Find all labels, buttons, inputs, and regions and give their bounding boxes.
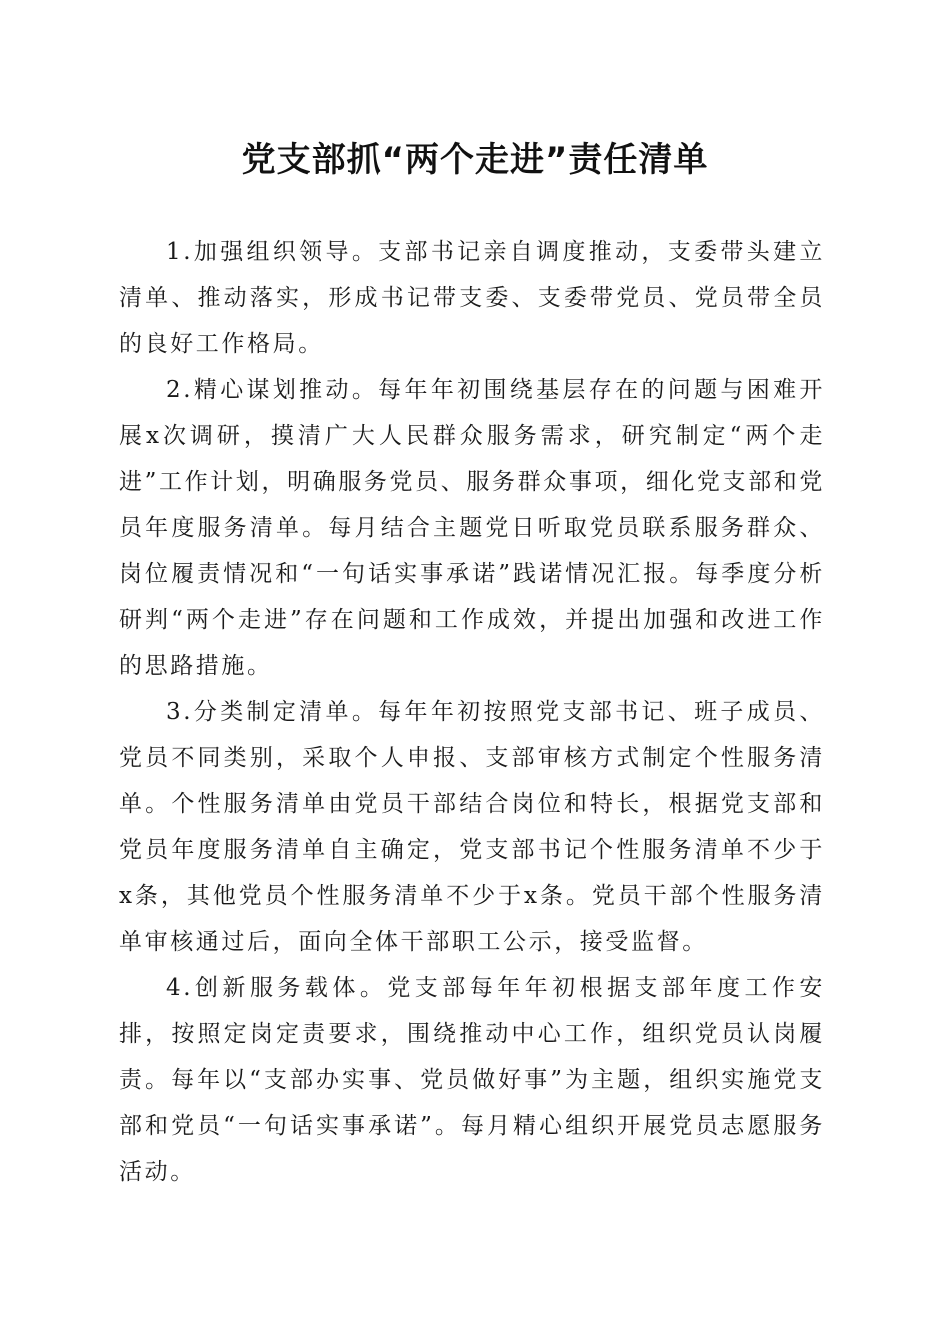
document-body bbox=[119, 229, 825, 1195]
paragraph-service-carriers: 4.创新服务载体。党支部每年年初根据支部年度工作安排，按照定岗定责要求，围绕推动中心工作，组织党员认岗履责。每年以“支部办实事、党员做好事”为主题，组织实施党支部和党员“一句话实事承诺”。每月精心组织开展党员志愿服务活动。 bbox=[119, 975, 825, 1185]
document-title: 党支部抓“两个走进”责任清单 bbox=[241, 140, 709, 180]
paragraph-organization-leadership: 1.加强组织领导。支部书记亲自调度推动，支委带头建立清单、推动落实，形成书记带支委、支委带党员、党员带全员的良好工作格局。 bbox=[119, 239, 825, 357]
paragraph-classified-lists: 3.分类制定清单。每年年初按照党支部书记、班子成员、党员不同类别，采取个人申报、支部审核方式制定个性服务清单。个性服务清单由党员干部结合岗位和特长，根据党支部和党员年度服务清单自主确定，党支部书记个性服务清单不少于x条，其他党员个性服务清单不少于x条。党员干部个性服务清单审核通过后，面向全体干部职工公示，接受监督。 bbox=[119, 699, 825, 955]
paragraph-planning-promotion: 2.精心谋划推动。每年年初围绕基层存在的问题与困难开展x次调研，摸清广大人民群众服务需求，研究制定“两个走进”工作计划，明确服务党员、服务群众事项，细化党支部和党员年度服务清单。每月结合主题党日听取党员联系服务群众、岗位履责情况和“一句话实事承诺”践诺情况汇报。每季度分析研判“两个走进”存在问题和工作成效，并提出加强和改进工作的思路措施。 bbox=[119, 377, 825, 679]
